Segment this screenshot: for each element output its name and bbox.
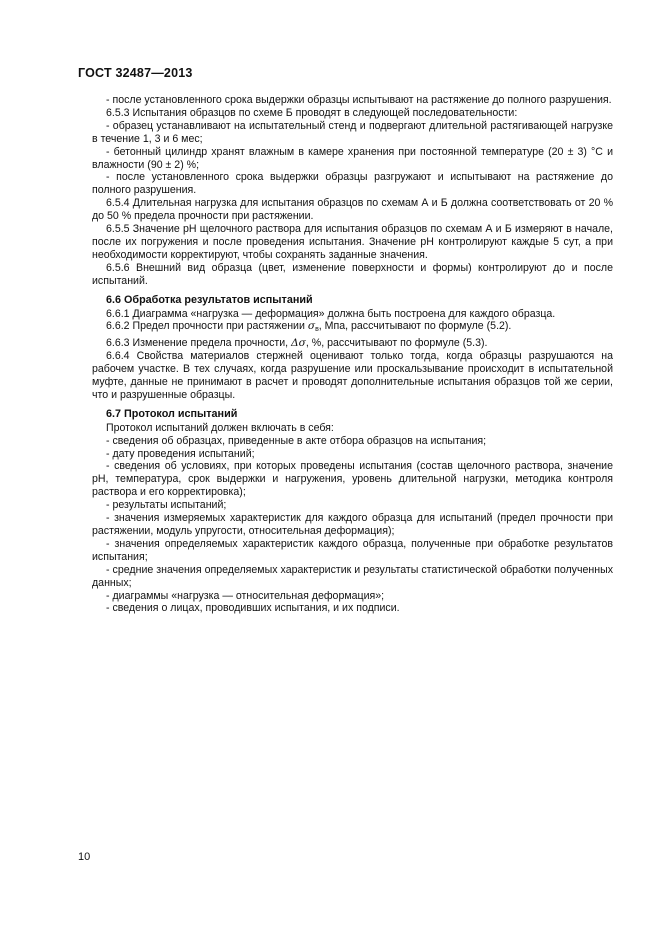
list-item: - сведения о лицах, проводивших испытания, и их подписи.	[106, 602, 400, 615]
sigma-symbol: σ	[307, 320, 316, 333]
list-item: - значения измеряемых характеристик для каждого образца для испытаний (предел прочности при растяжении, модуль упругости, относительная деформация);	[92, 512, 613, 537]
paragraph: 6.6.1 Диаграмма «нагрузка — деформация» должна быть построена для каждого образца.	[106, 307, 556, 320]
delta-sigma-symbol: Δσ	[291, 337, 306, 350]
paragraph-text: , Мпа, рассчитывают по формуле (5.2).	[318, 320, 512, 333]
document-header: ГОСТ 32487—2013	[78, 66, 193, 80]
list-item: - результаты испытаний;	[106, 499, 227, 512]
paragraph: - после установленного срока выдержки образцы разгружают и испытывают на растяжение до полного разрушения.	[92, 171, 613, 197]
list-item: - сведения об образцах, приведенные в акте отбора образцов на испытания;	[106, 434, 487, 447]
paragraph: 6.5.6 Внешний вид образца (цвет, изменение поверхности и формы) контролируют до и после испытаний.	[92, 261, 613, 287]
paragraph: 6.6.4 Свойства материалов стержней оценивают только тогда, когда образцы разрушаются на рабочем участке. В тех случаях, когда разрушение или проскальзывание происходит в испытательной муфте, данные не принимают в расчет и проводят дополнительные испытания образцов той же серии, что и разрушенные образцы.	[92, 350, 613, 401]
subscript: в	[315, 326, 319, 334]
paragraph: - бетонный цилиндр хранят влажным в камере хранения при постоянной температуре (20 ± 3) °С и влажности (90 ± 2) %;	[92, 145, 613, 171]
section-heading-6-6: 6.6 Обработка результатов испытаний	[106, 293, 313, 306]
list-item: - средние значения определяемых характеристик и результаты статистической обработки полученных данных;	[92, 563, 613, 589]
paragraph: Протокол испытаний должен включать в себя:	[106, 421, 334, 434]
paragraph-6-6-2	[92, 320, 613, 337]
paragraph-text: 6.6.3 Изменение предела прочности,	[106, 337, 292, 350]
section-heading-6-7: 6.7 Протокол испытаний	[106, 407, 238, 420]
paragraph: - образец устанавливают на испытательный стенд и подвергают длительной растягивающей нагрузке в течение 1, 3 и 6 мес;	[92, 119, 613, 145]
paragraph-text: , %, рассчитывают по формуле (5.3).	[305, 337, 488, 350]
list-item: - дату проведения испытаний;	[106, 447, 255, 460]
paragraph: 6.5.5 Значение рН щелочного раствора для испытания образцов по схемам А и Б измеряют в начале, после их погружения и после проведения испытания. Значение рН контролируют каждые 5 сут, а при необходимости корректируют, чтобы сохранять заданные значения.	[92, 223, 613, 261]
paragraph-text: 6.6.2 Предел прочности при растяжении	[106, 320, 308, 333]
paragraph: - после установленного срока выдержки образцы испытывают на растяжение до полного разрушения.	[106, 94, 612, 106]
paragraph-6-6-3	[92, 337, 613, 350]
list-item: - значения определяемых характеристик каждого образца, полученные при обработке результатов испытания;	[92, 537, 613, 563]
paragraph: 6.5.3 Испытания образцов по схеме Б проводят в следующей последовательности:	[106, 106, 518, 119]
list-item: - сведения об условиях, при которых проведены испытания (состав щелочного раствора, значение рН, температура, срок выдержки и нагружения, уровень длительной нагрузки, методика контроля раствора и его корректировка);	[92, 460, 613, 499]
paragraph: 6.5.4 Длительная нагрузка для испытания образцов по схемам А и Б должна соответствовать от 20 % до 50 % предела прочности при растяжении.	[92, 197, 613, 223]
list-item: - диаграммы «нагрузка — относительная деформация»;	[106, 589, 385, 602]
page-body	[92, 94, 613, 615]
page-number: 10	[78, 851, 91, 863]
